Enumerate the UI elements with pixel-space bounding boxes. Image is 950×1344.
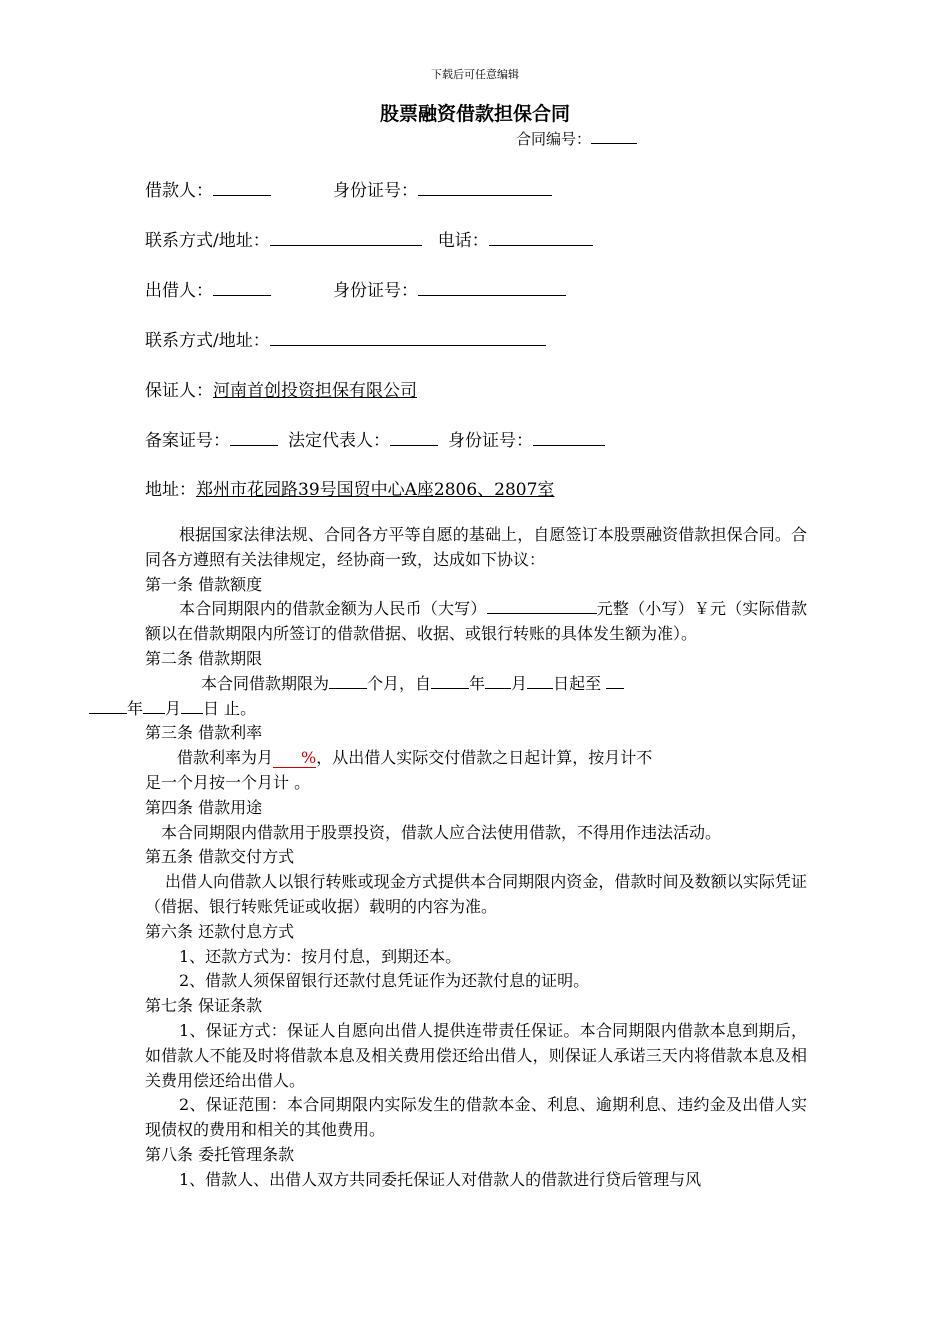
article-1-text	[145, 597, 807, 647]
phone-label: 电话：	[437, 231, 489, 251]
article-7-title: 第七条 保证条款	[145, 996, 263, 1016]
lender-contact-label: 联系方式/地址：	[145, 331, 270, 351]
article-2-t1: 本合同借款期限为	[201, 673, 330, 693]
article-2-t5: 日起至	[553, 673, 602, 693]
guarantor-row	[145, 376, 417, 401]
intro-paragraph: 根据国家法律法规、合同各方平等自愿的基础上，自愿签订本股票融资借款担保合同。合同各方遵照有关法律规定，经协商一致，达成如下协议：	[145, 525, 807, 569]
end-year-blank-a	[606, 674, 624, 689]
article-3-title: 第三条 借款利率	[145, 723, 263, 743]
borrower-blank	[213, 181, 271, 196]
article-2-t8: 日 止。	[203, 698, 257, 718]
contract-body	[127, 523, 807, 1193]
article-2-text	[127, 672, 807, 722]
article-2-t4: 月	[511, 673, 528, 693]
rate-blank	[273, 748, 316, 768]
article-2-t7: 月	[165, 698, 182, 718]
article-4-text: 本合同期限内借款用于股票投资，借款人应合法使用借款，不得用作违法活动。	[161, 822, 722, 842]
phone-blank	[489, 231, 593, 246]
legal-rep-id-label: 身份证号：	[448, 431, 533, 451]
address-value: 郑州市花园路39号国贸中心A座2806、2807室	[196, 480, 555, 500]
lender-id-label: 身份证号：	[333, 281, 418, 301]
contract-number-blank	[591, 129, 637, 144]
article-5-title: 第五条 借款交付方式	[145, 847, 295, 867]
article-3-text	[145, 746, 807, 771]
amount-words-blank	[487, 599, 597, 614]
record-blank	[230, 431, 278, 446]
article-4-title: 第四条 借款用途	[145, 797, 263, 817]
article-2-t6: 年	[127, 698, 144, 718]
article-8-title: 第八条 委托管理条款	[145, 1144, 295, 1164]
end-month-blank	[143, 699, 165, 714]
borrower-row	[145, 176, 552, 201]
article-1-text-c: 元（实际借款额以在借款期限内所签订的借款借据、收据、或银行转账的具体发生额为准）。	[145, 599, 807, 644]
article-8-item-1: 1、借款人、出借人双方共同委托保证人对借款人的借款进行贷后管理与风	[179, 1169, 702, 1189]
lender-contact-row	[145, 326, 546, 351]
borrower-contact-row	[145, 226, 593, 251]
legal-rep-label: 法定代表人：	[288, 431, 390, 451]
borrower-id-label: 身份证号：	[333, 181, 418, 201]
article-6-title: 第六条 还款付息方式	[145, 921, 295, 941]
end-year-blank	[89, 699, 127, 714]
contract-number	[516, 128, 637, 149]
lender-label: 出借人：	[145, 281, 213, 301]
guarantor-name: 河南首创投资担保有限公司	[213, 381, 417, 401]
article-3-t2: ，从出借人实际交付借款之日起计算，按月计不	[316, 748, 653, 768]
months-blank	[329, 674, 367, 689]
borrower-contact-label: 联系方式/地址：	[145, 231, 270, 251]
borrower-id-blank	[418, 181, 552, 196]
article-7-item-1: 1、保证方式：保证人自愿向出借人提供连带责任保证。本合同期限内借款本息到期后，如借款人不能及时将借款本息及相关费用偿还给出借人，则保证人承诺三天内将借款本息及相关费用偿还给出借人。	[145, 1020, 807, 1090]
header-note: 下载后可任意编辑	[431, 68, 519, 81]
article-1-title: 第一条 借款额度	[145, 574, 263, 594]
article-1-text-b: 元整（小写）￥	[596, 599, 711, 619]
lender-blank	[213, 281, 271, 296]
article-5-text: 出借人向借款人以银行转账或现金方式提供本合同期限内资金，借款时间及数额以实际凭证（借据、银行转账凭证或收据）载明的内容为准。	[145, 872, 807, 916]
contract-number-label: 合同编号：	[516, 130, 592, 148]
article-6-item-2: 2、借款人须保留银行还款付息凭证作为还款付息的证明。	[179, 971, 590, 991]
record-label: 备案证号：	[145, 431, 230, 451]
lender-row	[145, 276, 566, 301]
lender-id-blank	[418, 281, 566, 296]
legal-rep-id-blank	[533, 431, 605, 446]
article-2-title: 第二条 借款期限	[145, 648, 263, 668]
borrower-contact-blank	[270, 231, 422, 246]
contract-title: 股票融资借款担保合同	[379, 103, 570, 125]
article-2-t2: 个月，自	[367, 673, 432, 693]
record-row	[145, 426, 605, 451]
legal-rep-blank	[390, 431, 438, 446]
start-year-blank	[431, 674, 469, 689]
article-3-text-cont: 足一个月按一个月计 。	[145, 772, 311, 792]
guarantor-label: 保证人：	[145, 381, 213, 401]
article-2-t3: 年	[469, 673, 486, 693]
end-day-blank	[181, 699, 203, 714]
address-row	[145, 475, 554, 500]
rate-percent-sign: %	[301, 748, 317, 768]
address-label: 地址：	[145, 480, 196, 500]
borrower-label: 借款人：	[145, 181, 213, 201]
start-month-blank	[485, 674, 511, 689]
start-day-blank	[527, 674, 553, 689]
article-3-t1: 借款利率为月	[177, 748, 274, 768]
article-1-text-a: 本合同期限内的借款金额为人民币（大写）	[179, 599, 487, 619]
article-7-item-2: 2、保证范围：本合同期限内实际发生的借款本金、利息、逾期利息、违约金及出借人实现债权的费用和相关的其他费用。	[145, 1095, 807, 1140]
article-6-item-1: 1、还款方式为：按月付息，到期还本。	[179, 946, 462, 966]
lender-contact-blank	[270, 331, 546, 346]
